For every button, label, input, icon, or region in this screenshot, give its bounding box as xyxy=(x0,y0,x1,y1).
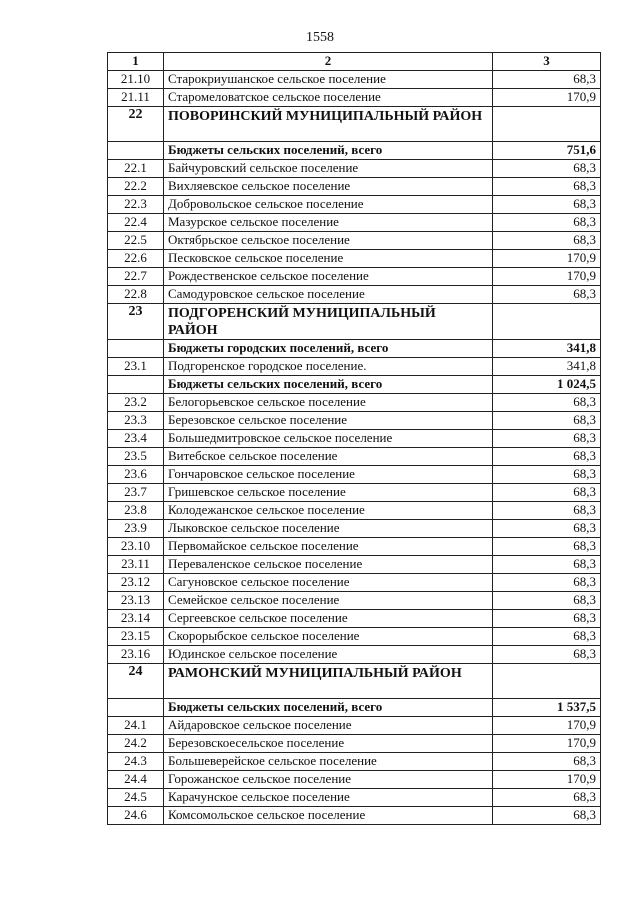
row-name: Большеверейское сельское поселение xyxy=(164,753,493,771)
table-row xyxy=(108,466,601,484)
row-number: 24.6 xyxy=(108,807,164,825)
row-value: 68,3 xyxy=(493,538,601,556)
district-row xyxy=(108,304,601,340)
row-name: Бюджеты сельских поселений, всего xyxy=(164,376,493,394)
row-number: 23.6 xyxy=(108,466,164,484)
row-value: 68,3 xyxy=(493,394,601,412)
table-row xyxy=(108,196,601,214)
table-row xyxy=(108,412,601,430)
table-row xyxy=(108,160,601,178)
table-row xyxy=(108,807,601,825)
row-number: 21.11 xyxy=(108,89,164,107)
row-name: Гончаровское сельское поселение xyxy=(164,466,493,484)
row-number: 23.9 xyxy=(108,520,164,538)
row-value: 68,3 xyxy=(493,286,601,304)
row-value: 68,3 xyxy=(493,610,601,628)
row-name: Большедмитровское сельское поселение xyxy=(164,430,493,448)
table-row xyxy=(108,286,601,304)
row-number: 23.2 xyxy=(108,394,164,412)
row-name: Байчуровский сельское поселение xyxy=(164,160,493,178)
row-number: 22 xyxy=(108,107,164,142)
row-value xyxy=(493,304,601,340)
row-number: 23.5 xyxy=(108,448,164,466)
row-name: Карачунское сельское поселение xyxy=(164,789,493,807)
row-value: 341,8 xyxy=(493,340,601,358)
row-value: 68,3 xyxy=(493,628,601,646)
row-number: 23.1 xyxy=(108,358,164,376)
total-row xyxy=(108,142,601,160)
row-number: 23.8 xyxy=(108,502,164,520)
row-number: 24.1 xyxy=(108,717,164,735)
row-value: 68,3 xyxy=(493,232,601,250)
row-value: 68,3 xyxy=(493,412,601,430)
row-value: 68,3 xyxy=(493,556,601,574)
row-value: 1 537,5 xyxy=(493,699,601,717)
row-value: 1 024,5 xyxy=(493,376,601,394)
table-row xyxy=(108,250,601,268)
row-number: 23.15 xyxy=(108,628,164,646)
row-value: 68,3 xyxy=(493,574,601,592)
row-value: 170,9 xyxy=(493,89,601,107)
district-row xyxy=(108,107,601,142)
row-number: 22.7 xyxy=(108,268,164,286)
row-value: 68,3 xyxy=(493,430,601,448)
row-number: 22.4 xyxy=(108,214,164,232)
row-number: 23.14 xyxy=(108,610,164,628)
row-value: 68,3 xyxy=(493,484,601,502)
row-name: Лыковское сельское поселение xyxy=(164,520,493,538)
row-value: 68,3 xyxy=(493,466,601,484)
row-name: Семейское сельское поселение xyxy=(164,592,493,610)
row-name: Гришевское сельское поселение xyxy=(164,484,493,502)
row-name: ПОВОРИНСКИЙ МУНИЦИПАЛЬНЫЙ РАЙОН xyxy=(164,107,493,142)
row-value: 68,3 xyxy=(493,646,601,664)
row-number xyxy=(108,376,164,394)
row-number xyxy=(108,142,164,160)
row-name: Сагуновское сельское поселение xyxy=(164,574,493,592)
row-number: 24.4 xyxy=(108,771,164,789)
table-row xyxy=(108,771,601,789)
row-number: 22.6 xyxy=(108,250,164,268)
row-name: Бюджеты сельских поселений, всего xyxy=(164,699,493,717)
row-name: Рождественское сельское поселение xyxy=(164,268,493,286)
table-row xyxy=(108,268,601,286)
table-row xyxy=(108,592,601,610)
district-row xyxy=(108,664,601,699)
table-row xyxy=(108,735,601,753)
table-row xyxy=(108,574,601,592)
row-number: 23.12 xyxy=(108,574,164,592)
row-name: Первомайское сельское поселение xyxy=(164,538,493,556)
row-number: 23.7 xyxy=(108,484,164,502)
row-number: 24.3 xyxy=(108,753,164,771)
row-value: 68,3 xyxy=(493,214,601,232)
table-row xyxy=(108,484,601,502)
row-name: Песковское сельское поселение xyxy=(164,250,493,268)
row-number: 22.5 xyxy=(108,232,164,250)
table-row xyxy=(108,538,601,556)
row-value: 170,9 xyxy=(493,771,601,789)
row-name: Добровольское сельское поселение xyxy=(164,196,493,214)
row-number: 24.2 xyxy=(108,735,164,753)
row-value: 68,3 xyxy=(493,160,601,178)
row-number: 23.16 xyxy=(108,646,164,664)
row-number: 22.3 xyxy=(108,196,164,214)
table-row xyxy=(108,628,601,646)
row-name: Мазурское сельское поселение xyxy=(164,214,493,232)
row-value: 68,3 xyxy=(493,753,601,771)
row-value: 751,6 xyxy=(493,142,601,160)
row-value: 170,9 xyxy=(493,250,601,268)
table-row xyxy=(108,556,601,574)
row-value xyxy=(493,107,601,142)
table-row xyxy=(108,232,601,250)
table-row xyxy=(108,717,601,735)
row-value: 68,3 xyxy=(493,71,601,89)
table-row xyxy=(108,430,601,448)
header-col-2: 2 xyxy=(164,53,493,71)
row-value: 68,3 xyxy=(493,502,601,520)
row-name: Колодежанское сельское поселение xyxy=(164,502,493,520)
row-number: 23.3 xyxy=(108,412,164,430)
row-number: 23 xyxy=(108,304,164,340)
table-header-row xyxy=(108,53,601,71)
budget-table xyxy=(107,52,601,825)
row-value: 68,3 xyxy=(493,448,601,466)
row-value: 170,9 xyxy=(493,735,601,753)
row-name: Сергеевское сельское поселение xyxy=(164,610,493,628)
row-number: 24.5 xyxy=(108,789,164,807)
row-name: ПОДГОРЕНСКИЙ МУНИЦИПАЛЬНЫЙ РАЙОН xyxy=(164,304,493,340)
table-row xyxy=(108,89,601,107)
row-number: 23.10 xyxy=(108,538,164,556)
row-name: Старомеловатское сельское поселение xyxy=(164,89,493,107)
row-name: Бюджеты сельских поселений, всего xyxy=(164,142,493,160)
table-row xyxy=(108,178,601,196)
table-row xyxy=(108,789,601,807)
table-row xyxy=(108,520,601,538)
total-row xyxy=(108,376,601,394)
row-name: Айдаровское сельское поселение xyxy=(164,717,493,735)
row-number: 22.8 xyxy=(108,286,164,304)
header-col-1: 1 xyxy=(108,53,164,71)
table-row xyxy=(108,394,601,412)
table-row xyxy=(108,448,601,466)
row-number: 23.11 xyxy=(108,556,164,574)
row-name: Подгоренское городское поселение. xyxy=(164,358,493,376)
row-name: Скорорыбское сельское поселение xyxy=(164,628,493,646)
table-row xyxy=(108,610,601,628)
row-value: 170,9 xyxy=(493,717,601,735)
table-row xyxy=(108,214,601,232)
row-name: Переваленское сельское поселение xyxy=(164,556,493,574)
row-name: Самодуровское сельское поселение xyxy=(164,286,493,304)
table-row xyxy=(108,753,601,771)
row-value: 68,3 xyxy=(493,592,601,610)
row-name: Горожанское сельское поселение xyxy=(164,771,493,789)
row-number xyxy=(108,699,164,717)
row-value: 68,3 xyxy=(493,789,601,807)
header-col-3: 3 xyxy=(493,53,601,71)
total-row xyxy=(108,699,601,717)
row-value: 68,3 xyxy=(493,520,601,538)
row-value: 68,3 xyxy=(493,178,601,196)
row-number: 23.4 xyxy=(108,430,164,448)
row-number: 23.13 xyxy=(108,592,164,610)
table-row xyxy=(108,502,601,520)
row-value: 68,3 xyxy=(493,807,601,825)
page-number: 1558 xyxy=(306,30,334,45)
row-name: Березовскоесельское поселение xyxy=(164,735,493,753)
row-number: 21.10 xyxy=(108,71,164,89)
table-row xyxy=(108,358,601,376)
row-name: Вихляевское сельское поселение xyxy=(164,178,493,196)
row-number xyxy=(108,340,164,358)
total-row xyxy=(108,340,601,358)
row-value xyxy=(493,664,601,699)
row-name: Старокриушанское сельское поселение xyxy=(164,71,493,89)
row-value: 341,8 xyxy=(493,358,601,376)
row-name: Березовское сельское поселение xyxy=(164,412,493,430)
row-number: 22.1 xyxy=(108,160,164,178)
row-number: 22.2 xyxy=(108,178,164,196)
row-name: РАМОНСКИЙ МУНИЦИПАЛЬНЫЙ РАЙОН xyxy=(164,664,493,699)
row-name: Белогорьевское сельское поселение xyxy=(164,394,493,412)
row-name: Бюджеты городских поселений, всего xyxy=(164,340,493,358)
table-row xyxy=(108,71,601,89)
row-value: 68,3 xyxy=(493,196,601,214)
row-value: 170,9 xyxy=(493,268,601,286)
row-name: Комсомольское сельское поселение xyxy=(164,807,493,825)
row-name: Витебское сельское поселение xyxy=(164,448,493,466)
row-name: Октябрьское сельское поселение xyxy=(164,232,493,250)
table-row xyxy=(108,646,601,664)
row-number: 24 xyxy=(108,664,164,699)
row-name: Юдинское сельское поселение xyxy=(164,646,493,664)
